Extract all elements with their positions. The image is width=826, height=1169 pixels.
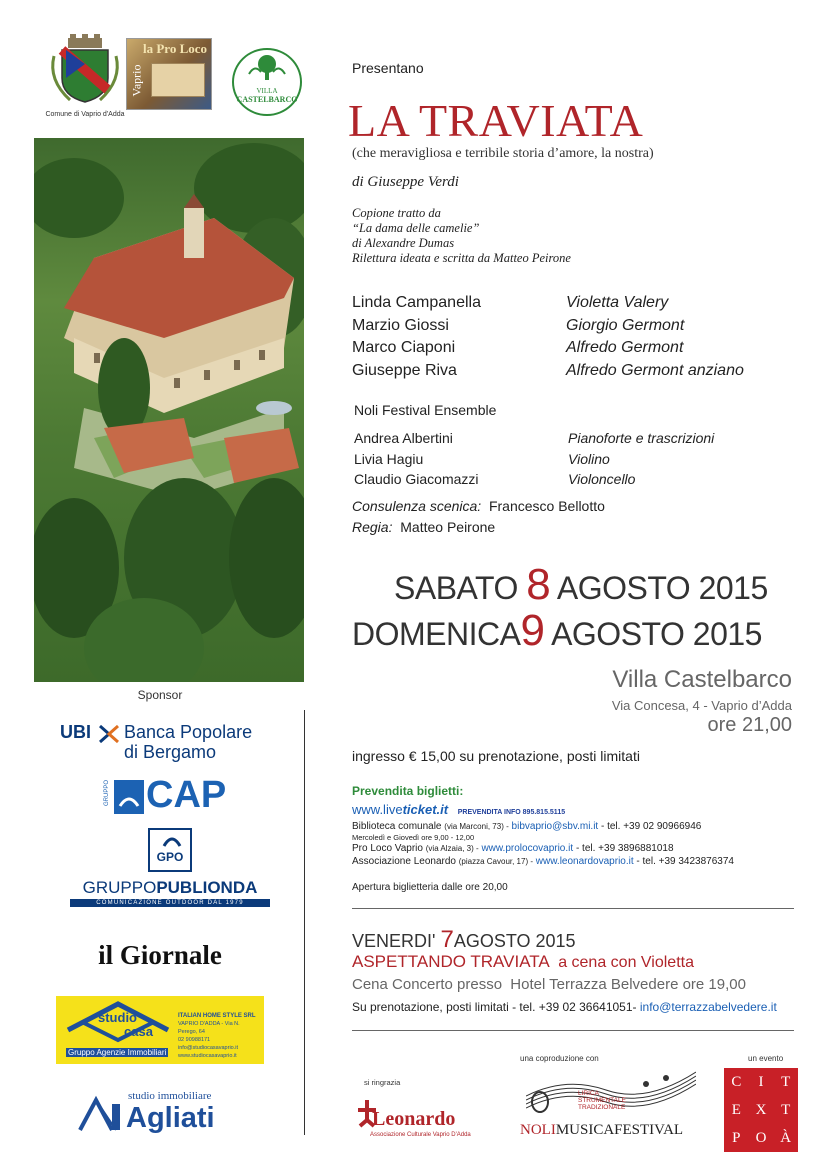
ensemble-name: Livia Hagiu <box>354 450 424 467</box>
studiocasa-details <box>178 1012 260 1060</box>
liveticket-row <box>352 802 565 817</box>
preview-date <box>352 926 576 954</box>
copione-line: di Alexandre Dumas <box>352 236 455 250</box>
prenot-row <box>352 1000 777 1014</box>
gpo-badge <box>148 828 192 872</box>
cast-role: Alfredo Germont anziano <box>566 361 744 379</box>
citexpo-letter: I <box>758 1073 764 1090</box>
proloco-row <box>352 843 674 854</box>
liveticket-link[interactable] <box>352 802 448 817</box>
proloco-addr: (via Alzaia, 3) - <box>425 844 479 853</box>
studio-r4: info@studiocasavaprio.it <box>178 1045 239 1051</box>
preview-day: VENERDI' <box>352 931 436 951</box>
copione-block <box>352 206 571 266</box>
subtitle: (che meravigliosa e terribile storia d’amore, la nostra) <box>352 146 654 161</box>
venue-address: Via Concesa, 4 - Vaprio d’Adda <box>611 698 792 713</box>
lirica-lines <box>578 1090 626 1111</box>
sponsor-ubi <box>60 720 270 764</box>
cast-name: Linda Campanella <box>352 294 481 311</box>
cast-name: Marzio Giossi <box>352 316 449 334</box>
copione-line: Rilettura ideata e scritta da Matteo Peirone <box>352 251 571 265</box>
date-number: 8 <box>526 560 551 609</box>
preview-number: 7 <box>440 926 454 953</box>
consulenza-label: Consulenza scenica: <box>352 498 482 514</box>
ensemble-row <box>354 449 794 470</box>
studio-r2: VAPRIO D'ADDA - Via N. Perego, 64 <box>178 1021 240 1035</box>
leonardo-name: Leonardo <box>372 1108 456 1130</box>
cena-b: Hotel Terrazza Belvedere ore 19,00 <box>510 976 746 993</box>
noli-a: NOLI <box>520 1122 556 1138</box>
citexpo-letter: T <box>781 1073 791 1090</box>
proloco-name: Pro Loco Vaprio <box>352 843 423 854</box>
date-line-1 <box>394 560 768 610</box>
citexpo-letter: E <box>731 1101 741 1118</box>
date-month: AGOSTO 2015 <box>556 570 768 606</box>
logo-noli-festival <box>520 1062 698 1142</box>
gpo-text: GPO <box>156 850 184 864</box>
studiocasa-sub: Gruppo Agenzie Immobiliari <box>68 1048 167 1057</box>
date-number: 9 <box>520 606 545 655</box>
biblio-email-link[interactable]: bibvaprio@sbv.mi.it <box>511 821 599 832</box>
sponsor-divider <box>304 710 305 1135</box>
footer-divider <box>352 1030 794 1031</box>
ensemble-row <box>354 469 794 490</box>
regia-name: Matteo Peirone <box>400 519 496 535</box>
ensemble-role: Pianoforte e trascrizioni <box>568 430 715 446</box>
citexpo-letter: P <box>732 1129 741 1146</box>
noli-festival-name <box>520 1122 683 1139</box>
cast-list <box>352 292 792 382</box>
villa-photo-thumb <box>151 63 205 97</box>
leonardo-tel: - tel. +39 3423876374 <box>636 856 734 867</box>
cap-drop-icon <box>114 780 144 814</box>
studiocasa-a: studio <box>98 1010 137 1025</box>
agliati-logo-icon <box>76 1094 124 1134</box>
ubi-bank-city: di Bergamo <box>124 742 217 762</box>
noli-b: MUSICAFESTIVAL <box>555 1122 684 1138</box>
villa-aerial-photo <box>34 138 304 682</box>
preview-title-suffix: a cena con Violetta <box>558 954 694 971</box>
credit-consulenza <box>352 498 605 514</box>
studio-r3: 02 90988171 <box>178 1037 211 1043</box>
citexpo-letter: O <box>755 1129 767 1146</box>
prevendita-title: Prevendita biglietti: <box>352 784 464 798</box>
cast-role: Giorgio Germont <box>566 316 685 334</box>
cast-role: Violetta Valery <box>566 294 669 311</box>
cast-row <box>352 360 792 383</box>
ensemble-title: Noli Festival Ensemble <box>354 402 497 418</box>
copione-line: Copione tratto da <box>352 206 441 220</box>
ensemble-name: Andrea Albertini <box>354 430 453 446</box>
agliati-small: studio immobiliare <box>128 1090 212 1102</box>
cena-row <box>352 976 746 993</box>
ensemble-role: Violoncello <box>568 471 636 487</box>
cast-row <box>352 337 792 360</box>
lirica-c: TRADIZIONALE <box>578 1104 626 1111</box>
leonardo-addr: (piazza Cavour, 17) - <box>458 857 534 866</box>
cap-text: CAP <box>146 774 227 816</box>
prenot-text: Su prenotazione, posti limitati - tel. +39 02 36641051- <box>352 1000 637 1014</box>
event-time: ore 21,00 <box>707 714 792 736</box>
villa-illustration <box>34 138 304 682</box>
ensemble-list <box>354 428 794 490</box>
logo-villa-castelbarco <box>232 48 302 116</box>
section-divider <box>352 908 794 909</box>
leonardo-web-link[interactable]: www.leonardovaprio.it <box>535 856 634 867</box>
ubi-bank-name: Banca Popolare <box>124 722 253 742</box>
ubi-chevron-icon <box>98 724 120 744</box>
ensemble-name: Claudio Giacomazzi <box>354 471 479 487</box>
biblio-name: Biblioteca comunale <box>352 821 442 832</box>
ingresso: ingresso € 15,00 su prenotazione, posti limitati <box>352 748 640 764</box>
citexpo-letter: X <box>755 1101 767 1118</box>
publionda-sub: COMUNICAZIONE OUTDOOR DAL 1979 <box>70 899 270 907</box>
apertura: Apertura biglietteria dalle ore 20,00 <box>352 882 508 893</box>
biblio-tel: - tel. +39 02 90966946 <box>600 821 702 832</box>
sponsor-publionda <box>70 828 270 914</box>
copione-line: “La dama delle camelie” <box>352 221 480 235</box>
sponsor-agliati <box>76 1090 256 1136</box>
villa-logo-line2: CASTELBARCO <box>236 95 298 104</box>
cena-a: Cena Concerto presso <box>352 976 503 993</box>
credit-regia <box>352 519 495 535</box>
agliati-name: Agliati <box>126 1102 215 1134</box>
publionda-name <box>70 878 270 898</box>
biblio-row <box>352 821 701 832</box>
logo-leonardo <box>352 1098 482 1142</box>
ubi-text: UBI <box>60 722 91 742</box>
preview-month: AGOSTO 2015 <box>453 931 576 951</box>
logo-citexpo <box>724 1068 798 1152</box>
sponsor-giornale: il Giornale <box>98 940 222 970</box>
cast-row <box>352 315 792 338</box>
proloco-side: Vaprio <box>129 64 144 97</box>
lirica-b: STRUMENTALE <box>578 1097 626 1104</box>
date-day: DOMENICA <box>352 616 521 652</box>
studiocasa-b: casa <box>124 1024 153 1039</box>
tree-icon <box>247 54 287 82</box>
comune-caption: Comune di Vaprio d'Adda <box>45 111 125 118</box>
sponsor-cap <box>106 776 236 818</box>
date-month: AGOSTO 2015 <box>551 616 762 652</box>
cast-row <box>352 292 792 315</box>
citexpo-letter: T <box>781 1101 791 1118</box>
biblio-addr: (via Marconi, 73) - <box>444 822 509 831</box>
cap-side: GRUPPO <box>104 779 111 807</box>
house-logo-icon <box>64 1000 172 1052</box>
coat-of-arms-icon <box>40 34 130 104</box>
proloco-tel: - tel. +39 3896881018 <box>575 843 674 854</box>
sponsor-studiocasa <box>56 996 264 1064</box>
coproduzione: una coproduzione con <box>520 1054 599 1063</box>
leonardo-sub: Associazione Culturale Vaprio D'Adda <box>370 1132 471 1138</box>
studio-r1: ITALIAN HOME STYLE SRL <box>178 1013 256 1019</box>
cast-name: Giuseppe Riva <box>352 361 457 379</box>
composer: di Giuseppe Verdi <box>352 174 459 190</box>
citexpo-letter: C <box>731 1073 742 1090</box>
preview-title: ASPETTANDO TRAVIATA <box>352 952 550 971</box>
liveticket-a: www.live <box>352 802 403 817</box>
liveticket-b: ticket.it <box>402 802 449 817</box>
lirica-a: LIRICA <box>578 1090 599 1097</box>
date-day: SABATO <box>394 570 518 606</box>
sponsor-label: Sponsor <box>137 688 183 702</box>
page-title: LA TRAVIATA <box>348 95 644 146</box>
consulenza-name: Francesco Bellotto <box>488 498 605 514</box>
logo-comune <box>40 34 130 118</box>
wave-icon <box>162 832 182 850</box>
biblio-hours: Mercoledì e Giovedì ore 9,00 - 12,00 <box>352 833 475 842</box>
villa-logo-line1: VILLA <box>256 87 278 95</box>
ensemble-row <box>354 428 794 449</box>
proloco-web-link[interactable]: www.prolocovaprio.it <box>481 843 574 854</box>
cast-role: Alfredo Germont <box>566 339 684 356</box>
publionda-a: GRUPPO <box>82 878 157 897</box>
presentano: Presentano <box>352 60 424 76</box>
proloco-title: la Pro Loco <box>143 41 208 56</box>
cast-name: Marco Ciaponi <box>352 339 456 356</box>
studio-r5: www.studiocasavaprio.it <box>178 1053 237 1059</box>
logo-proloco <box>126 38 212 110</box>
publionda-b: PUBLIONDA <box>156 878 258 897</box>
venue-name: Villa Castelbarco <box>612 666 792 693</box>
terrazza-email-link[interactable]: info@terrazzabelvedere.it <box>639 1000 777 1014</box>
leonardo-row <box>352 856 734 867</box>
ensemble-role: Violino <box>568 450 610 467</box>
date-line-2 <box>352 606 762 656</box>
liveticket-info: PREVENDITA INFO 895.815.5115 <box>457 809 566 816</box>
leonardo-name: Associazione Leonardo <box>352 856 456 867</box>
evento: un evento <box>748 1054 784 1063</box>
citexpo-letter: À <box>780 1129 792 1146</box>
regia-label: Regia: <box>352 519 393 535</box>
preview-title-row <box>352 952 694 972</box>
ringrazia: si ringrazia <box>364 1078 401 1087</box>
